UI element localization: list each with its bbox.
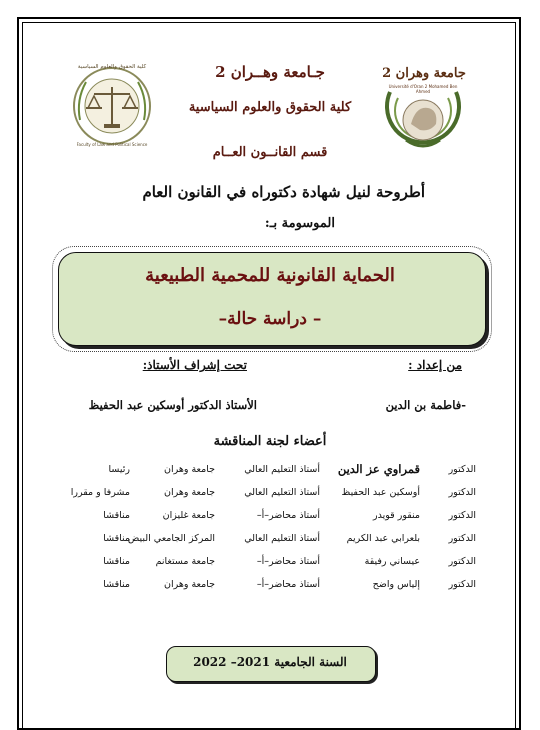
member-rank: أستاذ التعليم العالي [244,533,320,544]
member-institution: جامعة وهران [163,579,215,590]
member-title: الدكتور [448,464,476,475]
university-name: جـامعة وهــران 2 [215,63,325,81]
member-name: قمراوي عز الدين [337,462,420,476]
university-logo-arabic: جامعة وهران 2 [382,66,466,81]
committee-heading: أعضاء لجنة المناقشة [213,434,327,449]
supervisor-name: الأستاذ الدكتور أوسكين عبد الحفيظ [88,398,257,412]
member-title: الدكتور [448,533,476,544]
member-institution: جامعة غليزان [162,510,215,521]
faculty-logo-latin: Faculty of Law and Political Science [76,142,148,147]
member-name: عيساني رفيقة [364,556,420,567]
department-name: قسم القانــون العــام [212,145,328,160]
member-institution: جامعة وهران [163,464,215,475]
university-logo-latin: Université d'Oran 2 Mohamed Ben Ahmed [388,84,458,94]
member-role: مناقشا [103,510,130,521]
member-title: الدكتور [448,579,476,590]
member-rank: أستاذ محاضر–أ– [256,579,320,590]
member-role: رئيسا [108,464,130,475]
member-title: الدكتور [448,487,476,498]
member-name: منقور قويدر [373,510,420,521]
faculty-logo-arabic: كلية الحقوق والعلوم السياسية [77,64,147,70]
member-rank: أستاذ التعليم العالي [244,487,320,498]
prepared-by-label: من إعداد : [408,358,462,372]
member-role: مناقشا [103,579,130,590]
member-title: الدكتور [448,510,476,521]
member-rank: أستاذ محاضر–أ– [256,556,320,567]
member-institution: جامعة مستغانم [155,556,215,567]
member-name: إلياس واضح [372,579,420,590]
member-role: مناقشا [103,556,130,567]
member-rank: أستاذ التعليم العالي [244,464,320,475]
member-role: مشرفا و مقررا [70,487,130,498]
supervision-label: تحت إشراف الأستاذ: [142,358,247,372]
faculty-name: كلية الحقوق والعلوم السياسية [188,100,352,115]
member-institution: المركز الجامعي البيض [127,533,215,544]
member-rank: أستاذ محاضر–أ– [256,510,320,521]
degree-line: أطروحة لنيل شهادة دكتوراه في القانون العام [142,183,425,201]
academic-year: السنة الجامعية 2021– 2022 [193,655,347,669]
member-role: مناقشا [103,533,130,544]
member-title: الدكتور [448,556,476,567]
member-name: أوسكين عبد الحفيظ [341,487,420,498]
student-name: -فاطمة بن الدين [385,398,466,412]
entitled-label: الموسومة بـ: [264,216,335,231]
thesis-title: الحماية القانونية للمحمية الطبيعية [145,265,395,286]
thesis-subtitle: – دراسة حالة– [218,309,322,329]
member-institution: جامعة وهران [163,487,215,498]
member-name: بلعرابي عبد الكريم [346,533,420,544]
